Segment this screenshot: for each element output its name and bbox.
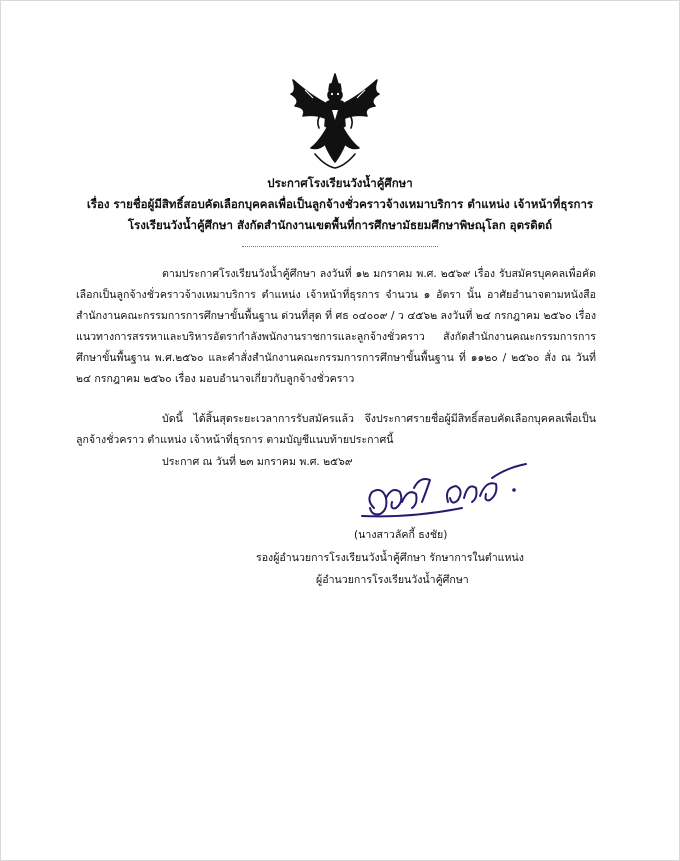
garuda-emblem-icon [285,70,385,170]
handwritten-signature [352,458,532,522]
dotted-divider [242,240,438,247]
paragraph-reference: ตามประกาศโรงเรียนวังน้ำคู้ศึกษา ลงวันที่ ๑๒ มกราคม พ.ศ. ๒๕๖๙ เรื่อง รับสมัครบุคคลเพื่อคัดเลือกเป็นลูกจ้างชั่วคราวจ้างเหมาบริการ ตำแหน่ง เจ้าหน้าที่ธุรการ จำนวน ๑ อัตรา นั้น อาศัยอำนาจตามหนังสือสำนักงานคณะกรรมการการศึกษาขั้นพื้นฐาน ด่วนที่สุด ที่ ศธ ๐๔๐๐๙ / ว ๔๕๖๒ ลงวันที่ ๒๔ กรกฎาคม ๒๕๖๐ เรื่อง แนวทางการสรรหาและบริหารอัตรากำลังพนักงานราชการและลูกจ้างชั่วคราว สังกัดสำนักงานคณะกรรมการการศึกษาขั้นพื้นฐาน พ.ศ.๒๕๖๐ และคำสั่งสำนักงานคณะกรรมการการศึกษาขั้นพื้นฐาน ที่ ๑๑๒๐ / ๒๕๖๐ สั่ง ณ วันที่ ๒๔ กรกฎาคม ๒๕๖๐ เรื่อง มอบอำนาจเกี่ยวกับลูกจ้างชั่วคราว [76,268,596,385]
announcement-heading: ประกาศโรงเรียนวังน้ำคู้ศึกษา [267,176,413,190]
school-affiliation: โรงเรียนวังน้ำคู้ศึกษา สังกัดสำนักงานเขตพื้นที่การศึกษามัธยมศึกษาพิษณุโลก อุตรดิตถ์ [127,218,553,232]
signatory-title-acting: รองผู้อำนวยการโรงเรียนวังน้ำคู้ศึกษา รักษาการในตำแหน่ง [256,552,524,564]
announcement-subject: เรื่อง รายชื่อผู้มีสิทธิ์สอบคัดเลือกบุคคลเพื่อเป็นลูกจ้างชั่วคราวจ้างเหมาบริการ ตำแหน่ง เจ้าหน้าที่ธุรการ [86,197,594,211]
announced-date: ประกาศ ณ วันที่ ๒๓ มกราคม พ.ศ. ๒๕๖๙ [162,456,353,468]
paragraph-announcement: บัดนี้ ได้สิ้นสุดระยะเวลาการรับสมัครแล้ว จึงประกาศรายชื่อผู้มีสิทธิ์สอบคัดเลือกบุคคลเพื่อเป็นลูกจ้างชั่วคราว ตำแหน่ง เจ้าหน้าที่ธุรการ ตามบัญชีแนบท้ายประกาศนี้ [76,413,596,446]
signatory-title-director: ผู้อำนวยการโรงเรียนวังน้ำคู้ศึกษา [316,574,469,586]
signatory-name: (นางสาวลัคกี้ ธงชัย) [354,529,448,541]
